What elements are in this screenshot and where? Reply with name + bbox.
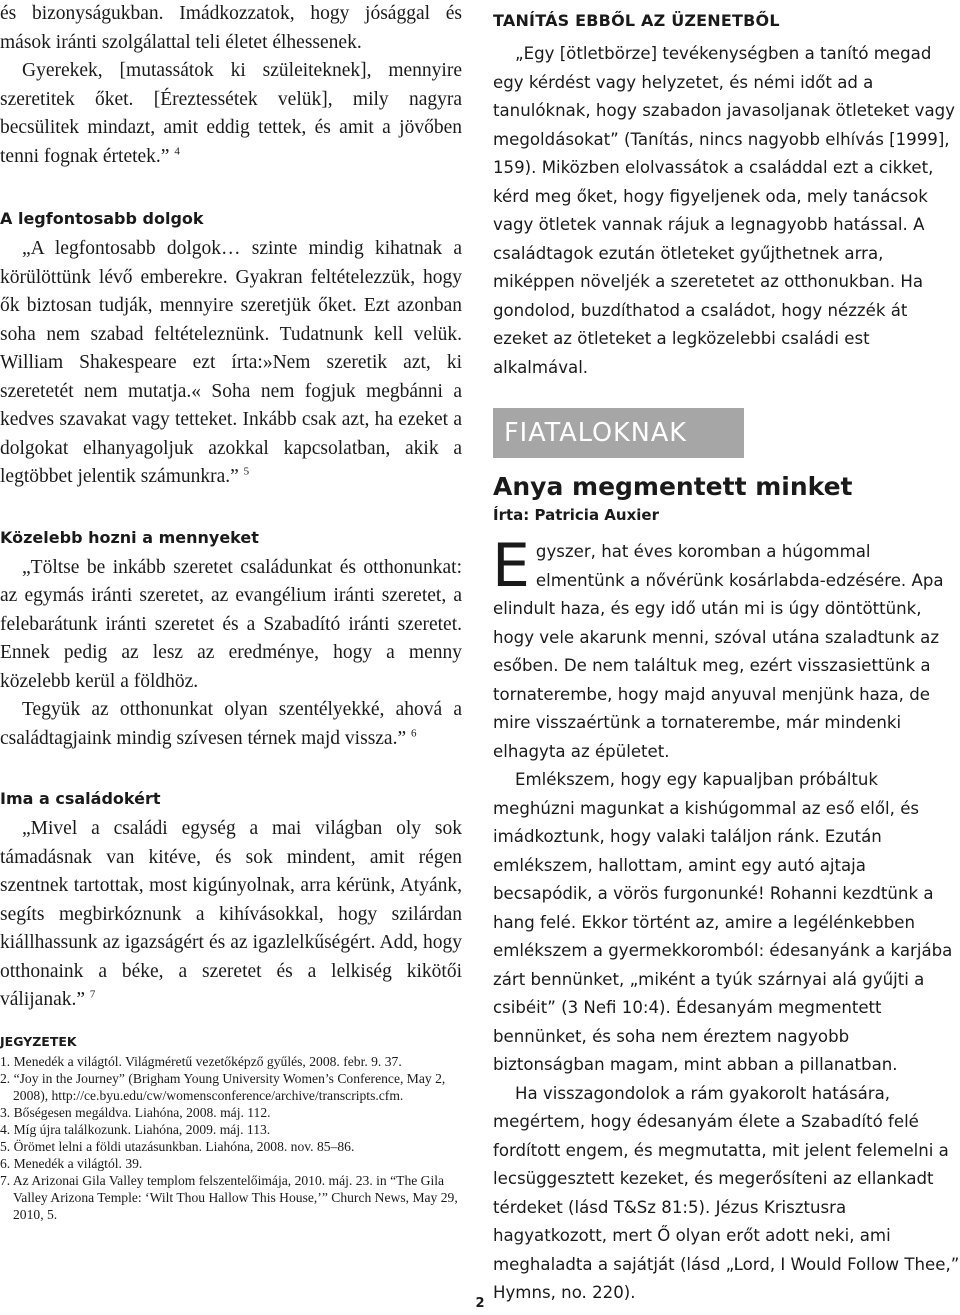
story-paragraph-1 — [492, 531, 960, 766]
drop-cap: E — [492, 531, 530, 601]
note-item: 4. Míg újra találkozunk. Liahóna, 2009. máj. 113. — [0, 1121, 271, 1137]
story-paragraph-2: Emlékszem, hogy egy kapualjban próbáltuk meghúzni magunkat a kishúgommal az eső elől, és imádkoztunk, hogy valaki találjon ránk. Ezután emlékszem, hallottam, amint egy autó ajtaja becsapódik, a vörös furgonunké! Rohanni kezdtünk a hang felé. Ekkor történt az, amire a legélénkebben emlékszem a gyermekkoromból: édesanyánk a karjába zárt bennünket, „miként a tyúk szárnyai alá gyűjti a csibéit” (3 Nefi 10:4). Édesanyám megmentett bennünket, és soha nem éreztem nagyobb biztonságban magam, mint abban a pillanatban. — [493, 770, 953, 1074]
notes-list — [0, 1053, 462, 1223]
section-paragraph — [0, 815, 462, 1015]
footnote-ref-5: 5 — [243, 465, 250, 478]
section-paragraph — [0, 696, 462, 753]
note-item: 5. Örömet lelni a földi utazásunkban. Liahóna, 2008. nov. 85–86. — [0, 1138, 355, 1154]
intro-paragraph-1: és bizonyságukban. Imádkozzatok, hogy jósággal és mások iránti szolgálattal teli életet élhessenek. — [0, 3, 462, 53]
right-column — [493, 10, 960, 1308]
teaching-heading: TANÍTÁS EBBŐL AZ ÜZENETBŐL — [493, 11, 780, 30]
section-paragraph — [0, 235, 462, 492]
story-byline: Írta: Patricia Auxier — [493, 506, 659, 524]
section-paragraph-text: „Mivel a családi egység a mai világban oly sok támadásnak van kitéve, és sok mindent, amit régen szentnek tartottak, most kigúnyolnak, arra kérünk, Atyánk, segíts megbirkóznunk a kihívásokkal, hogy szilárdan kiállhassunk az igazságért és az igazlelkűségért. Add, hogy otthonaink a béke, a szeretet és a lelkiség kikötői válijanak.” — [0, 818, 462, 1010]
note-item: 2. “Joy in the Journey” (Brigham Young University Women’s Conference, May 2, 2008), http://ce.byu.edu/cw/womensconference/archive/transcripts.cfm. — [0, 1070, 446, 1103]
left-column — [0, 0, 462, 1223]
notes-heading: JEGYZETEK — [0, 1033, 77, 1049]
footnote-ref-7: 7 — [89, 988, 96, 1001]
section-heading-heavens-closer: Közelebb hozni a mennyeket — [0, 527, 259, 547]
story-paragraph-3: Ha visszagondolok a rám gyakorolt hatására, megértem, hogy édesanyám élete a Szabadító felé fordított engem, és megmutatta, mit jelent felemelni a lecsüggesztett kezeket, és megerősíteni az ellankadt térdeket (lásd T&Sz 81:5). Jézus Krisztusra hagyatkozott, mert Ő olyan erőt adott neki, ami meghaladta a sajátját (lásd „Lord, I Would Follow Thee,” Hymns, no. 220). — [493, 1083, 960, 1302]
note-item: 7. Az Arizonai Gila Valley templom felszentelőimája, 2010. máj. 23. in “The Gila Valley Arizona Temple: ‘Wilt Thou Hallow This House,’” Church News, May 29, 2010, 5. — [0, 1172, 458, 1222]
intro-paragraph-2-text: Gyerekek, [mutassátok ki szüleiteknek], mennyire szeretitek őket. [Éreztessétek velük], mily nagyra becsülitek mindazt, amit eddig tettek, és amit a jövőben tenni fognak értetek.” — [0, 60, 462, 167]
section-paragraph-text: „A legfontosabb dolgok… szinte mindig kihatnak a körülöttünk lévő emberekre. Gyakran feltételezzük, hogy ők biztosan tudják, mennyire szeretjük őket. Ezt azonban soha nem szabad feltételeznünk. Tudatnunk kell velük. William Shakespeare ezt írta:»Nem szeretik azt, ki szeretetét nem mutatja.« Soha nem fogjuk megbánni a kedves szavakat vagy tetteket. Inkább csak azt, ha ezeket a dolgokat elhanyagoljuk azokkal kapcsolatban, akik a legtöbbet jelentik számunkra.” — [0, 238, 462, 487]
intro-paragraph-2 — [0, 57, 462, 171]
section-paragraph-text: Tegyük az otthonunkat olyan szentélyekké, ahová a családtagjaink mindig szívesen térnek majd vissza.” — [0, 699, 462, 749]
note-item: 6. Menedék a világtól. 39. — [0, 1155, 143, 1171]
teaching-paragraph: „Egy [ötletbörze] tevékenységben a tanító megad egy kérdést vagy helyzetet, és némi időt ad a tanulóknak, hogy szabadon javasoljanak ötleteket vagy megoldásokat” (Tanítás, nincs nagyobb elhívás [1999], 159). Miközben elolvassátok a családdal ezt a cikket, kérd meg őket, hogy figyeljenek oda, mely tanácsok vagy ötletek vannak rájuk a legnagyobb hatással. A családtagok ezután ötleteket gyűjthetnek arra, miképpen növeljék a szeretetet az otthonukban. Ha gondolod, buzdíthatod a családot, hogy nézzék át ezeket az ötleteket a legközelebbi családi est alkalmával. — [493, 44, 955, 377]
story-paragraph-1-text: gyszer, hat éves koromban a húgommal elmentünk a nővérünk kosárlabda-edzésére. Apa elindult haza, és egy idő után mi is úgy döntöttünk, hogy vele akarunk menni, szóval utána szaladtunk az esőben. De nem találtuk meg, ezért visszasiettünk a tornaterembe, hogy majd anyuval menjünk haza, de mire visszaértünk a tornaterembe, már mindenki elhagyta az épületet. — [493, 542, 944, 761]
section-heading-important-things: A legfontosabb dolgok — [0, 209, 204, 228]
section-paragraph: „Töltse be inkább szeretet családunkat és otthonunkat: az egymás iránti szeretet, az evangélium iránti szeretet, a felebarátunk iránti szeretet és a Szabadító iránti szeretet. Ennek pedig az lesz az eredménye, hogy a menny közelebb kerül a földhöz. — [0, 556, 462, 692]
page-number: 2 — [475, 1296, 485, 1311]
story-title: Anya megmentett minket — [493, 472, 853, 501]
footnote-ref-4: 4 — [174, 145, 180, 157]
section-heading-prayer: Ima a családokért — [0, 789, 161, 808]
note-item: 3. Bőségesen megáldva. Liahóna, 2008. máj. 112. — [0, 1104, 271, 1120]
footnote-ref-6: 6 — [411, 727, 417, 739]
note-item: 1. Menedék a világtól. Világméretű vezetőképző gyűlés, 2008. febr. 9. 37. — [0, 1053, 402, 1069]
youth-banner: FIATALOKNAK — [493, 408, 744, 458]
